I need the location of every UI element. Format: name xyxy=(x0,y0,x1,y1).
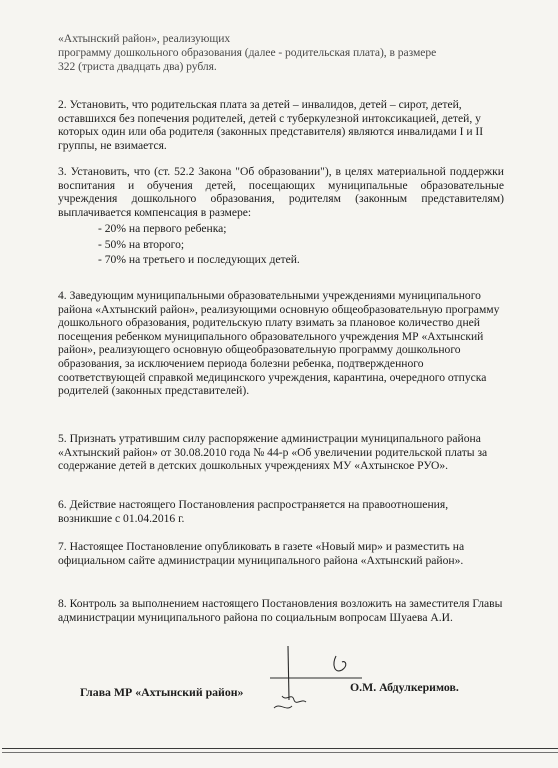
list-item: - 50% на второго; xyxy=(98,237,185,251)
paragraph-2: 2. Установить, что родительская плата за детей – инвалидов, детей – сирот, детей, оставшихся без попечения родителей, детей с туберкулезной интоксикацией, детей, у которых один или оба родителя (законных представителя) являются инвалидами I и II группы, не взимается. xyxy=(58,98,484,152)
paragraph-7: 7. Настоящее Постановление опубликовать в газете «Новый мир» и разместить на официальном сайте администрации муниципального района «Ахтынский район». xyxy=(58,540,465,567)
paragraph-3: 3. Установить, что (ст. 52.2 Закона "Об образовании"), в целях материальной поддержки воспитания и обучения детей, посещающих муниципальные образовательные учреждения дошкольного образования, родителям (законным представителям) выплачивается компенсация в размере: xyxy=(58,165,504,219)
list-item: - 70% на третьего и последующих детей. xyxy=(98,253,300,266)
compensation-list xyxy=(98,221,498,268)
signatory-name: О.М. Абдулкеримов. xyxy=(350,680,459,694)
top-fragment-line2: программу дошкольного образования (далее - родительская плата), в размере xyxy=(58,46,437,59)
paragraph-8: 8. Контроль за выполнением настоящего Постановления возложить на заместителя Главы администрации муниципального района по социальным вопросам Шуаева А.И. xyxy=(58,597,503,624)
divider xyxy=(2,748,558,749)
top-fragment-line1: «Ахтынский район», реализующих xyxy=(58,32,231,45)
handwritten-signature xyxy=(262,640,372,718)
list-item: - 20% на первого ребенка; xyxy=(98,222,227,235)
paragraph-6: 6. Действие настоящего Постановления распространяется на правоотношения, возникшие с 01.04.2016 г. xyxy=(58,498,449,525)
signatory-position: Глава МР «Ахтынский район» xyxy=(80,685,244,699)
paragraph-4: 4. Заведующим муниципальными образовательными учреждениями муниципального района «Ахтынский район», реализующими основную общеобразовательную программу дошкольного образования, родительскую плату взимать за плановое количество дней посещения ребенком муниципального образовательного учреждения МР «Ахтынский район», реализующего основную общеобразовательную программу дошкольного образования, за исключением периода болезни ребенка, подтвержденного соответствующей справкой медицинского учреждения, карантина, очередного отпуска родителей (законных представителей). xyxy=(58,289,500,398)
divider xyxy=(2,752,558,753)
top-fragment-line3: 322 (триста двадцать два) рубля. xyxy=(58,60,217,73)
paragraph-5: 5. Признать утратившим силу распоряжение администрации муниципального района «Ахтынский район» от 30.08.2010 года № 44-р «Об увеличении родительской платы за содержание детей в детских дошкольных учреждениях МУ «Ахтынское РУО». xyxy=(58,432,488,473)
